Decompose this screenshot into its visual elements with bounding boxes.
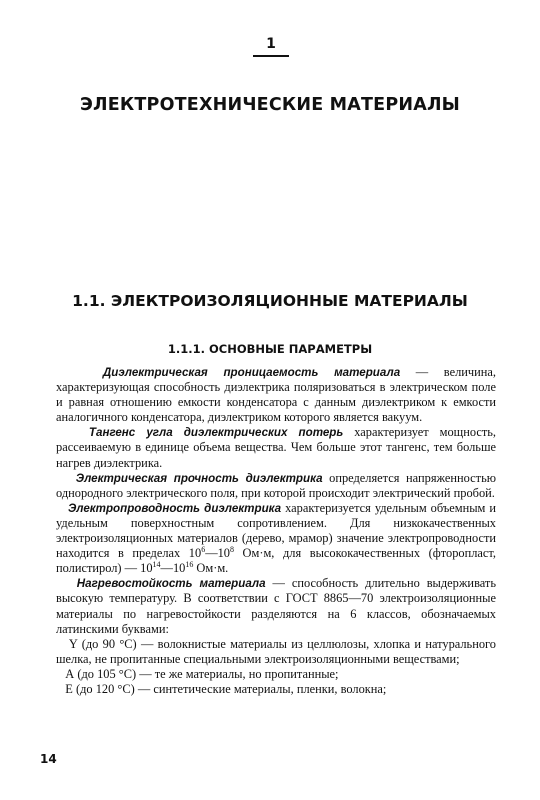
paragraph-text: —10: [160, 561, 186, 576]
paragraph-text: — способность длительно выдерживать высокую температуру. В соответствии с ГОСТ 8865—70 электроизоляционные материалы по нагревостойкости разделяются на 6 классов, обозначаемых латинскими буквами:: [56, 576, 496, 636]
class-temp: (до 105 °С): [74, 666, 137, 681]
class-desc: — те же материалы, но пропитанные;: [136, 666, 339, 681]
class-item-e: [56, 682, 496, 697]
paragraph-conductivity: [56, 501, 496, 576]
term-conductivity: Электропроводность диэлектрика: [67, 501, 282, 515]
class-temp: (до 90 °С): [77, 636, 137, 651]
exponent: 16: [185, 560, 194, 570]
class-item-a: [56, 667, 496, 682]
paragraph-permittivity: [56, 365, 496, 425]
paragraph-text: Ом·м, для высококачественных (фторопласт, полистирол) — 10: [56, 546, 496, 576]
term-heat-resistance: Нагревостойкость материала: [76, 577, 266, 591]
term-permittivity: Диэлектрическая проницаемость материала: [102, 366, 401, 379]
paragraph-text: определяется напряженностью однородного электрического поля, при которой происходит электрический пробой.: [56, 470, 497, 500]
paragraph-text: характеризуется удельным объемным и удельным поверхностным сопротивлением. Для низкокачественных электроизоляционных материалов (дерево, мрамор) значение электропроводности находится в пределах 10: [56, 500, 496, 561]
exponent: 14: [152, 560, 161, 570]
chapter-title: ЭЛЕКТРОТЕХНИЧЕСКИЕ МАТЕРИАЛЫ: [79, 95, 461, 115]
chapter-number: 1: [253, 36, 289, 57]
paragraph-text: —10: [205, 546, 230, 561]
page-number: 14: [40, 752, 57, 766]
exponent: 6: [201, 545, 206, 554]
subsection-title: 1.1.1. ОСНОВНЫЕ ПАРАМЕТРЫ: [167, 342, 373, 356]
paragraph-text: — величина, характеризующая способность диэлектрика поляризоваться в электрическом поле и равная отношению емкости конденсатора с данным диэлектриком к емкости аналогичного конденсатора, диэлектриком которого является вакуум.: [56, 365, 496, 425]
paragraph-text: характеризует мощность, рассеиваемую в единице объема вещества. Чем больше этот тангенс, тем больше нагрев диэлектрика.: [56, 425, 497, 470]
class-key: Е: [65, 681, 73, 696]
class-key: А: [65, 666, 75, 681]
term-dielectric-strength: Электрическая прочность диэлектрика: [75, 471, 323, 485]
class-key: Y: [68, 636, 78, 651]
exponent: 8: [229, 545, 234, 554]
class-temp: (до 120 °С): [72, 681, 135, 696]
body-text: [56, 365, 496, 697]
paragraph-heat-resistance: [56, 576, 496, 636]
paragraph-text: Ом·м.: [193, 561, 229, 576]
section-title: 1.1. ЭЛЕКТРОИЗОЛЯЦИОННЫЕ МАТЕРИАЛЫ: [72, 292, 468, 310]
class-item-y: [56, 637, 496, 667]
paragraph-loss-tangent: [56, 425, 496, 470]
term-loss-tangent: Тангенс угла диэлектрических потерь: [88, 426, 344, 440]
paragraph-dielectric-strength: [56, 471, 496, 501]
class-desc: — синтетические материалы, пленки, волокна;: [134, 681, 387, 696]
class-desc: — волокнистые материалы из целлюлозы, хлопка и натурального шелка, не пропитанные специальными электроизоляционными веществами;: [56, 636, 497, 666]
